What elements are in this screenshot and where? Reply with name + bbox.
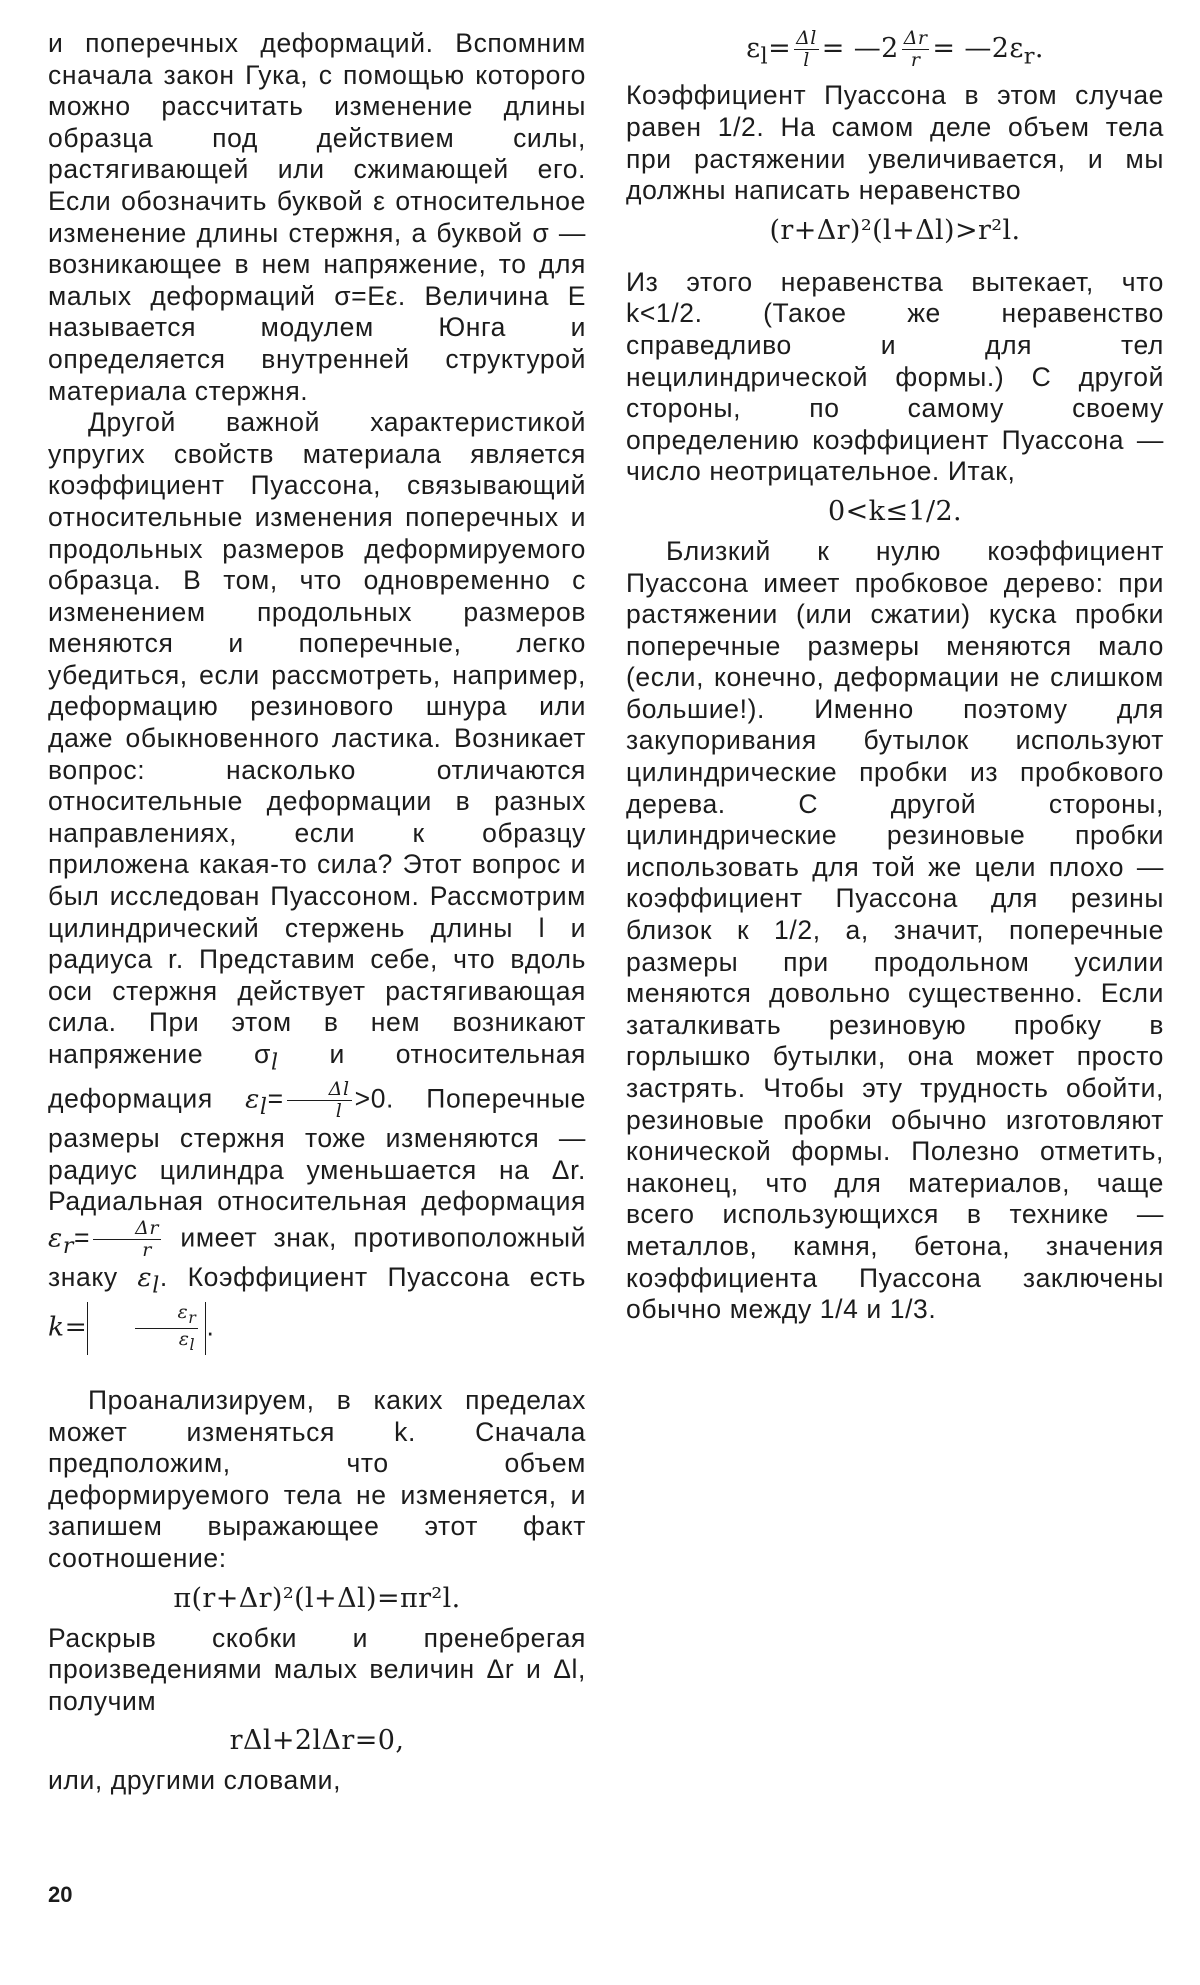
- paragraph-cork: Близкий к нулю коэффициент Пуассона имеет пробковое дерево: при растяжении (или сжатии) куска пробки поперечные размеры меняются мало (если, конечно, деформации не слишком большие!). Именно поэтому для закупоривания бутылок используют цилиндрические пробки из пробкового дерева. С другой стороны, цилиндрические резиновые пробки использовать для той же цели плохо — коэффициент Пуассона для резины близок к 1/2, а, значит, поперечные размеры при продольном усилии меняются довольно существенно. Если заталкивать резиновую пробку в горлышко бутылки, она может просто застрять. Чтобы эту трудность обойти, резиновые пробки обычно изготовляют конической формы. Полезно отметить, наконец, что для материалов, чаще всего использующихся в технике — металлов, камня, бетона, значения коэффициента Пуассона заключены обычно между 1/4 и 1/3.: [626, 535, 1164, 1325]
- sigma-subscript: l: [270, 1050, 279, 1076]
- formula-minus-two: = —2: [821, 33, 899, 64]
- paragraph-poisson-definition: Другой важной характеристикой упругих свойств материала является коэффициент Пуассона, связывающий относительные изменения поперечных и продольных размеров деформируемого образца. В том, что одновременно с изменением продольных размеров меняются и поперечные, легко убедиться, если рассмотреть, например, деформацию резинового шнура или даже обыкновенного ластика. Возникает вопрос: насколько отличаются относительные деформации в разных направлениях, если к образцу приложена какая-то сила? Этот вопрос и был исследован Пуассоном. Рассмотрим цилиндрический стержень длины l и радиуса r. Представим себе, что вдоль оси стержня действует растягивающая сила. При этом в нем возникают напряжение $\sigma_l$ и относительная деформация $\varepsilon_l=$ $\frac{\Delta l}{l}$ >0. Поперечные размеры стержня тоже изменяются — радиус цилиндра уменьшается на Δr. Радиальная относительная деформация $\varepsilon_r=$ $\frac{\Delta r}{r}$ имеет знак, противоположный знаку $\varepsilon_l$. Коэффициент Пуассона есть k= $\frac{\varepsilon_r}{\varepsilon_l}$ .: [48, 407, 586, 1354]
- fraction-numerator: Δl: [287, 1079, 352, 1101]
- formula-frac-delta-r: [902, 28, 930, 71]
- fraction-denominator: $\varepsilon_l$: [178, 1328, 196, 1354]
- k-equals: k=: [48, 1311, 88, 1343]
- paragraph-hooke: и поперечных деформаций. Вспомним сначала закон Гука, с помощью которого можно рассчитать изменение длины образца под действием силы, растягивающей или сжимающей его. Если обозначить буквой ε относительное изменение длины стержня, а буквой σ — возникающее в нем напряжение, то для малых деформаций σ=Eε. Величина E называется модулем Юнга и определяется внутренней структурой материала стержня.: [48, 28, 586, 406]
- right-column: [626, 28, 1164, 1326]
- equals-sign: =: [267, 1083, 284, 1114]
- formula-equals: =: [768, 33, 792, 64]
- formula-volume-conservation: π(r+Δr)²(l+Δl)=πr²l.: [173, 1582, 461, 1614]
- paragraph-analysis: Проанализируем, в каких пределах может изменяться k. Сначала предположим, что объем деформируемого тела не изменяется, и запишем выражающее этот факт соотношение:: [48, 1384, 586, 1573]
- formula-strain-ratio: [626, 28, 1164, 74]
- formula-eps-l-sub: l: [760, 43, 769, 70]
- poisson-text-b: и относительная деформация: [48, 1039, 586, 1114]
- epsilon-l-symbol-2: ε: [137, 1262, 153, 1294]
- formula-end-sub: r: [1023, 43, 1035, 70]
- fraction-numerator: Δr: [93, 1218, 161, 1240]
- fraction-numerator: Δl: [796, 27, 817, 49]
- equals-sign-2: =: [73, 1222, 91, 1253]
- formula-frac-delta-l: [794, 28, 819, 71]
- fraction-denominator: l: [803, 49, 810, 71]
- absolute-value-ratio: [87, 1302, 206, 1355]
- poisson-text-e: . Коэффициент Пуассона есть: [159, 1262, 586, 1293]
- fraction-denominator: r: [142, 1239, 152, 1262]
- epsilon-r-subscript: r: [62, 1233, 74, 1259]
- poisson-text-a: Другой важной характеристикой упругих свойств материала является коэффициент Пуассона, связывающий относительные изменения поперечных и продольных размеров деформируемого образца. В том, что одновременно с изменением продольных размеров меняются и поперечные, легко убедиться, если рассмотреть, например, деформацию резинового шнура или даже обыкновенного ластика. Возникает вопрос: насколько отличаются относительные деформации в разных направлениях, если к образцу приложена какая-то сила? Этот вопрос и был исследован Пуассоном. Рассмотрим цилиндрический стержень длины l и радиуса r. Представим себе, что вдоль оси стержня действует растягивающая сила. При этом в нем возникают напряжение σ: [48, 407, 586, 1069]
- poisson-text-d: имеет знак, противоположный знаку: [48, 1222, 586, 1293]
- epsilon-l-symbol: ε: [245, 1083, 260, 1115]
- fraction-delta-r-over-r: [93, 1218, 161, 1261]
- fraction-denominator: r: [910, 49, 921, 71]
- fraction-eps-r-over-eps-l: [135, 1302, 198, 1355]
- epsilon-r-symbol: ε: [48, 1222, 63, 1254]
- epsilon-l-subscript: l: [259, 1094, 268, 1120]
- formula-inequality: (r+Δr)²(l+Δl)>r²l.: [769, 214, 1021, 246]
- paragraph-other-words: или, другими словами,: [48, 1765, 342, 1796]
- paragraph-inequality-result: Из этого неравенства вытекает, что k<1/2. (Такое же неравенство справедливо и для тел нецилиндрической формы.) С другой стороны, по самому своему определению коэффициент Пуассона — число неотрицательное. Итак,: [626, 266, 1164, 487]
- fraction-delta-l-over-l: [287, 1079, 352, 1122]
- paragraph-poisson-half: Коэффициент Пуассона в этом случае равен 1/2. На самом деле объем тела при растяжении увеличивается, и мы должны написать неравенство: [626, 80, 1164, 206]
- left-column: [48, 28, 586, 1797]
- fraction-numerator: $\varepsilon_r$: [135, 1302, 198, 1329]
- paragraph-expansion: Раскрыв скобки и пренебрегая произведениями малых величин Δr и Δl, получим: [48, 1622, 586, 1716]
- fraction-numerator: Δr: [903, 27, 928, 49]
- fraction-denominator: l: [335, 1099, 343, 1122]
- epsilon-l-subscript-2: l: [152, 1273, 160, 1299]
- formula-eps-l: ε: [746, 33, 761, 64]
- formula-end: = —2ε: [932, 33, 1024, 64]
- formula-k-range: 0<k≤1/2.: [827, 495, 963, 527]
- page-number: 20: [48, 1882, 73, 1907]
- formula-linearized: rΔl+2lΔr=0,: [229, 1725, 405, 1757]
- formula-dot: .: [1034, 33, 1044, 64]
- poisson-text-c: >0. Поперечные размеры стержня тоже изменяются — радиус цилиндра уменьшается на Δr. Радиальная относительная деформация: [48, 1083, 586, 1217]
